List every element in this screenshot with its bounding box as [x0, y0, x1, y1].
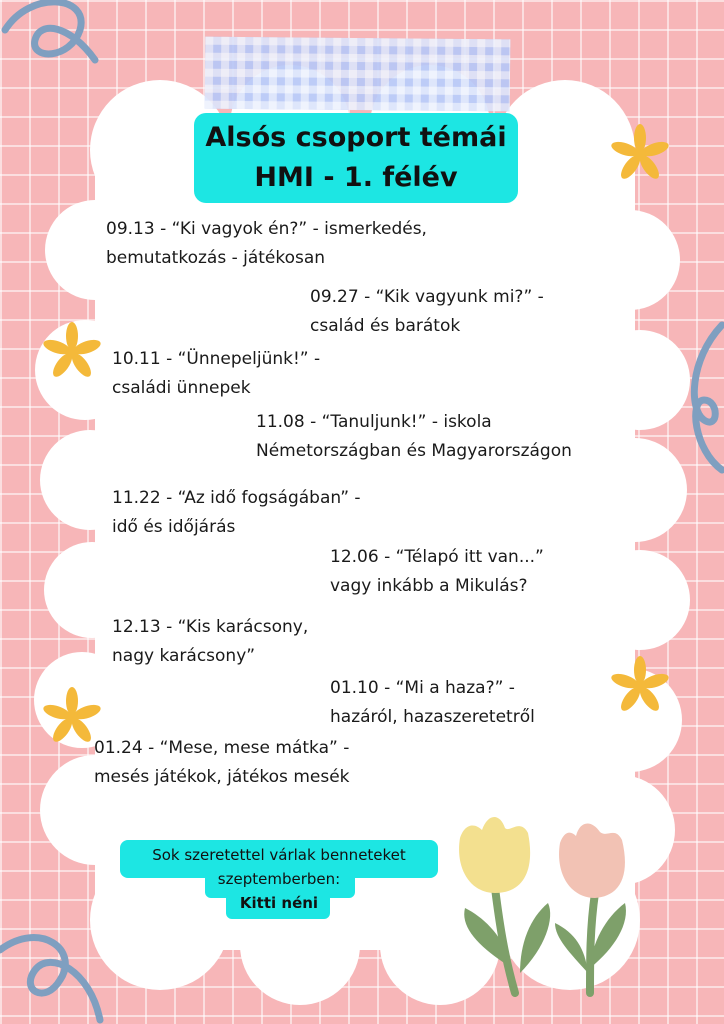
title-line-2: HMI - 1. félév [254, 162, 458, 193]
footer-line-1: Sok szeretettel várlak benneteket [152, 846, 406, 864]
footer-line-2: szeptemberben: [217, 870, 341, 888]
entry-line: 01.10 - “Mi a haza?” - [330, 678, 515, 698]
entry-line: hazáról, hazaszeretetről [330, 707, 535, 727]
schedule-entry [256, 408, 572, 466]
page-title [194, 113, 518, 203]
entry-line: bemutatkozás - játékosan [106, 248, 326, 268]
signature: Kitti néni [239, 894, 319, 912]
entry-line: 11.22 - “Az idő fogságában” - [112, 488, 361, 508]
schedule-entry [310, 283, 544, 341]
schedule-entry [330, 674, 535, 732]
schedule-entry [106, 215, 427, 273]
swirl-icon [0, 0, 120, 90]
entry-line: idő és időjárás [112, 517, 236, 537]
entry-line: 11.08 - “Tanuljunk!” - iskola [256, 412, 492, 432]
washi-tape [205, 37, 511, 112]
entry-line: vagy inkább a Mikulás? [330, 576, 528, 596]
swirl-icon [684, 320, 724, 480]
title-line-1: Alsós csoport témái [205, 122, 507, 153]
flower-icon [608, 122, 672, 186]
flower-icon [40, 320, 104, 384]
schedule-entry [112, 345, 320, 403]
entry-line: családi ünnepek [112, 378, 251, 398]
entry-line: mesés játékok, játékos mesék [94, 767, 350, 787]
schedule-entry [330, 543, 544, 601]
entry-line: 10.11 - “Ünnepeljünk!” - [112, 349, 321, 369]
schedule-entry [112, 613, 308, 671]
footer-message [110, 843, 448, 915]
tulips-icon [440, 808, 660, 998]
entry-line: 01.24 - “Mese, mese mátka” - [94, 738, 350, 758]
entry-line: 09.27 - “Kik vagyunk mi?” - [310, 287, 544, 307]
entry-line: 09.13 - “Ki vagyok én?” - ismerkedés, [106, 219, 427, 239]
schedule-entry [94, 734, 350, 792]
schedule-entry [112, 484, 361, 542]
flower-icon [608, 654, 672, 718]
entry-line: Németországban és Magyarországon [256, 441, 572, 461]
entry-line: nagy karácsony” [112, 646, 256, 666]
swirl-icon [0, 910, 110, 1024]
entry-line: 12.06 - “Télapó itt van...” [330, 547, 544, 567]
entry-line: család és barátok [310, 316, 461, 336]
entry-line: 12.13 - “Kis karácsony, [112, 617, 309, 637]
